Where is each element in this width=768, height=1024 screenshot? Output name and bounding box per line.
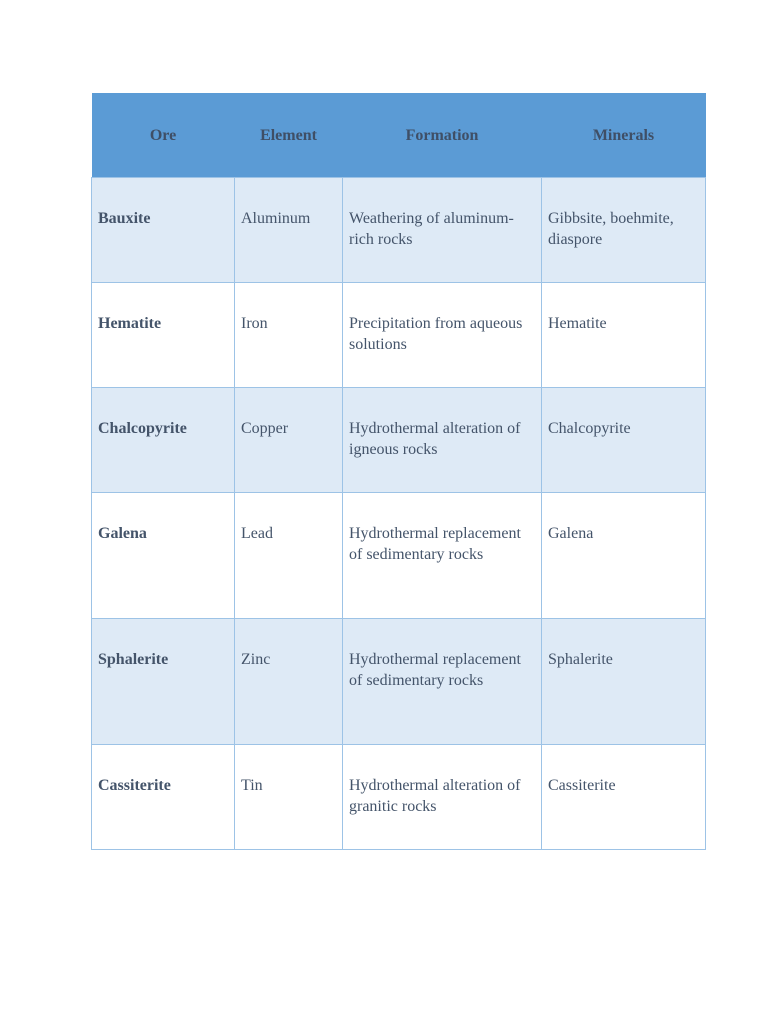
- header-formation: Formation: [343, 93, 542, 178]
- ore-cell: Cassiterite: [92, 745, 235, 850]
- table-row: [92, 283, 706, 388]
- minerals-cell: Chalcopyrite: [542, 388, 706, 493]
- table-row: [92, 619, 706, 745]
- ore-table: [91, 93, 706, 850]
- element-cell: Copper: [235, 388, 343, 493]
- ore-cell: Bauxite: [92, 178, 235, 283]
- minerals-cell: Hematite: [542, 283, 706, 388]
- formation-cell: Precipitation from aqueous solutions: [343, 283, 542, 388]
- table-row: [92, 745, 706, 850]
- ore-cell: Sphalerite: [92, 619, 235, 745]
- element-cell: Aluminum: [235, 178, 343, 283]
- element-cell: Lead: [235, 493, 343, 619]
- formation-cell: Hydrothermal replacement of sedimentary rocks: [343, 619, 542, 745]
- formation-cell: Hydrothermal alteration of igneous rocks: [343, 388, 542, 493]
- element-cell: Iron: [235, 283, 343, 388]
- minerals-cell: Cassiterite: [542, 745, 706, 850]
- minerals-cell: Gibbsite, boehmite, diaspore: [542, 178, 706, 283]
- table-header-row: [92, 93, 706, 178]
- formation-cell: Hydrothermal replacement of sedimentary rocks: [343, 493, 542, 619]
- ore-cell: Galena: [92, 493, 235, 619]
- element-cell: Zinc: [235, 619, 343, 745]
- header-ore: Ore: [92, 93, 235, 178]
- table-row: [92, 388, 706, 493]
- ore-cell: Chalcopyrite: [92, 388, 235, 493]
- header-element: Element: [235, 93, 343, 178]
- table-row: [92, 493, 706, 619]
- formation-cell: Hydrothermal alteration of granitic rocks: [343, 745, 542, 850]
- ore-cell: Hematite: [92, 283, 235, 388]
- formation-cell: Weathering of aluminum-rich rocks: [343, 178, 542, 283]
- table-row: [92, 178, 706, 283]
- minerals-cell: Sphalerite: [542, 619, 706, 745]
- element-cell: Tin: [235, 745, 343, 850]
- minerals-cell: Galena: [542, 493, 706, 619]
- header-minerals: Minerals: [542, 93, 706, 178]
